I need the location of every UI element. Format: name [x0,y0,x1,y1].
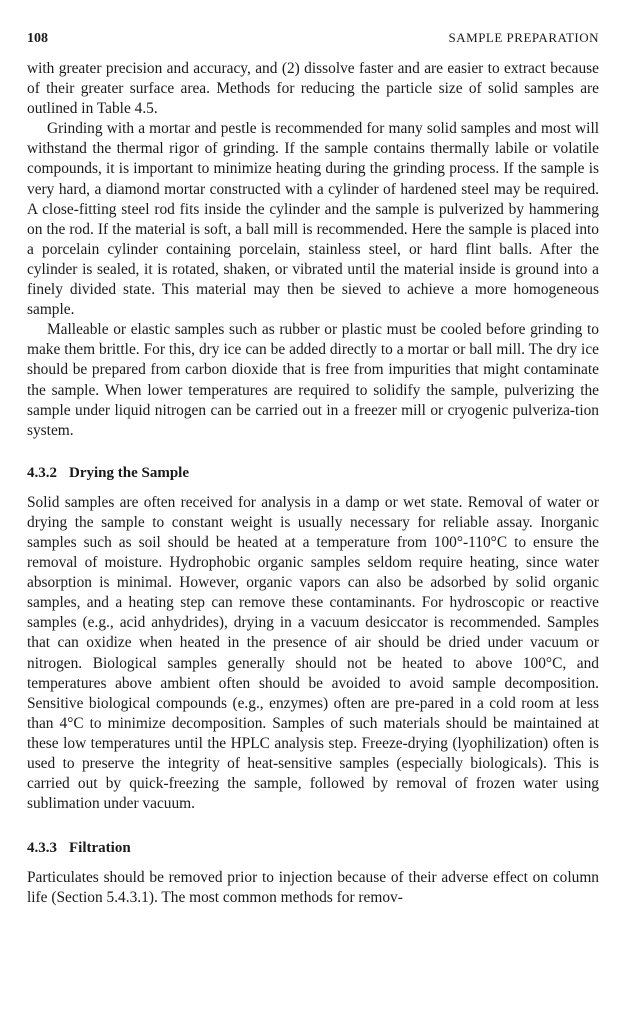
paragraph-filtration: Particulates should be removed prior to injection because of their adverse effect on column life (Section 5.4.3.1). The most common methods for remov- [27,869,599,907]
paragraph-drying: Solid samples are often received for analysis in a damp or wet state. Removal of water or drying the sample to constant weight is usually necessary for reliable assay. Inorganic samples such as soil should be heated at a temperature from 100°-110°C to ensure the removal of moisture. Hydrophobic organic samples seldom require heating, since water absorption is minimal. However, organic vapors can also be adsorbed by solid organic samples, and a heating step can remove these contaminants. For hydroscopic or reactive samples (e.g., acid anhydrides), drying in a vacuum desiccator is recommended. Samples that can oxidize when heated in the presence of air should be dried under vacuum or nitrogen. Biological samples generally should not be heated to above 100°C, and temperatures above ambient often should be avoided to avoid sample decomposition. Sensitive biological compounds (e.g., enzymes) often are pre-pared in a cold room at less than 4°C to minimize decomposition. Samples of such materials should be maintained at these low temperatures until the HPLC analysis step. Freeze-drying (lyophilization) often is used to preserve the integrity of heat-sensitive samples (especially biologicals). This is carried out by quick-freezing the sample, followed by removal of frozen water using sublimation under vacuum. [27,493,599,813]
paragraph-cooling: Malleable or elastic samples such as rubber or plastic must be cooled before grinding to make them brittle. For this, dry ice can be added directly to a mortar or ball mill. The dry ice should be prepared from carbon dioxide that is free from impurities that might contaminate the sample. When lower temperatures are required to solidify the sample, pulverizing the sample under liquid nitrogen can be carried out in a freezer mill or cryogenic pulveriza-tion system. [27,321,599,439]
section-number: 4.3.2 [27,464,57,481]
section-title: Filtration [69,840,131,857]
running-title: SAMPLE PREPARATION [448,30,599,45]
page-number: 108 [27,31,48,46]
section-heading-drying [27,463,599,483]
section-heading-filtration [27,838,599,858]
section-number: 4.3.3 [27,840,57,857]
paragraph-grinding: Grinding with a mortar and pestle is recommended for many solid samples and most will withstand the thermal rigor of grinding. If the sample contains thermally labile or volatile compounds, it is important to minimize heating during the grinding process. If the sample is very hard, a diamond mortar constructed with a cylinder of hardened steel may be required. A close-fitting steel rod fits inside the cylinder and the sample is pulverized by hammering on the rod. If the material is soft, a ball mill is recommended. Here the sample is placed into a porcelain cylinder containing porcelain, stainless steel, or hard flint balls. After the cylinder is sealed, it is rotated, shaken, or vibrated until the material inside is ground into a finely divided state. This material may then be sieved to achieve a more homogeneous sample. [27,120,599,319]
paragraph-continuation: with greater precision and accuracy, and (2) dissolve faster and are easier to extract because of their greater surface area. Methods for reducing the particle size of solid samples are outlined in Table 4.5. [27,60,599,118]
section-title: Drying the Sample [69,464,189,481]
running-head [27,30,599,47]
book-page [27,30,599,908]
